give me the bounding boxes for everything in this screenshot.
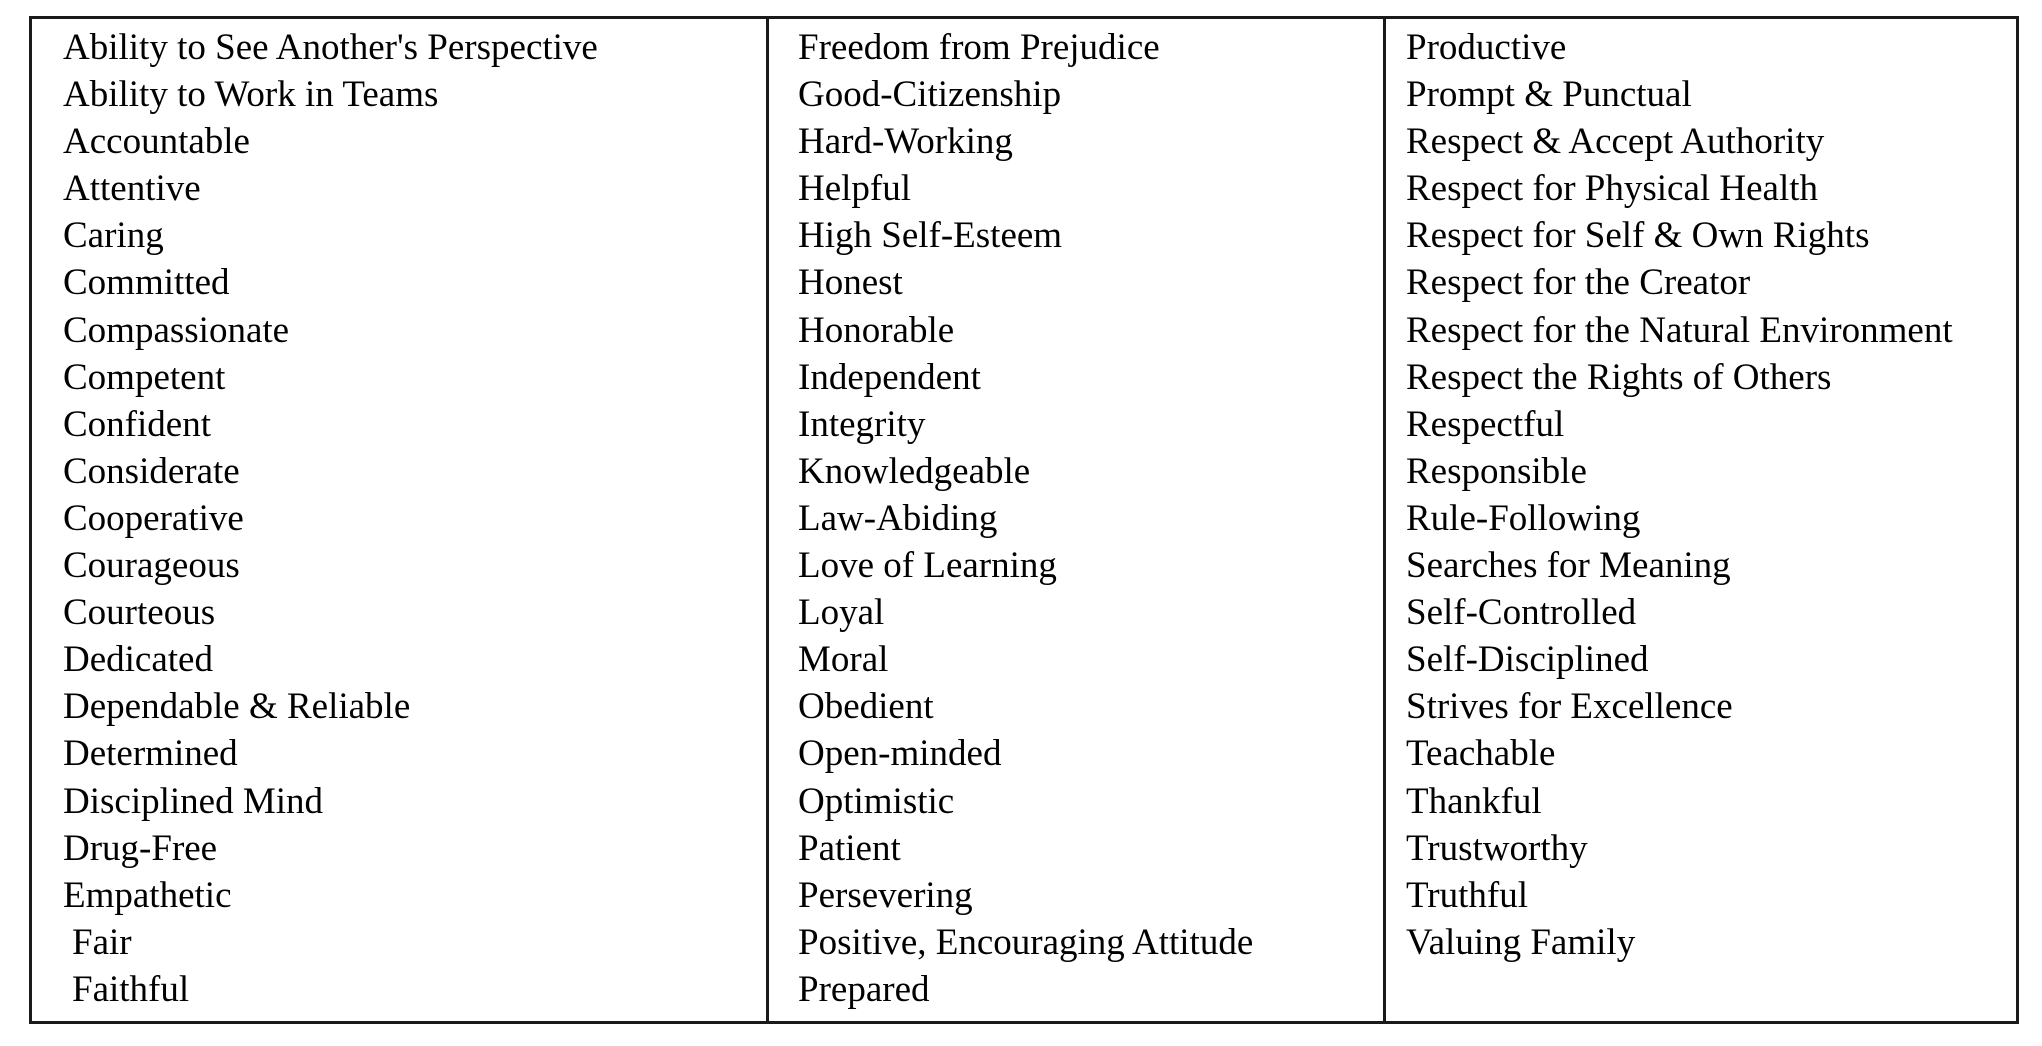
- trait-item: Optimistic: [798, 780, 955, 822]
- trait-item: Confident: [63, 403, 211, 445]
- trait-item: Compassionate: [63, 309, 290, 351]
- traits-list-1: [63, 24, 598, 1013]
- trait-item: Ability to See Another's Perspective: [63, 27, 598, 68]
- trait-item: Strives for Excellence: [1406, 686, 1733, 728]
- trait-item: Freedom from Prejudice: [798, 27, 1160, 68]
- trait-item: Drug-Free: [63, 827, 218, 869]
- trait-item: Respect for Self & Own Rights: [1406, 215, 1870, 257]
- trait-item: Hard-Working: [798, 121, 1013, 163]
- trait-item: Empathetic: [63, 874, 232, 916]
- trait-item: Rule-Following: [1406, 497, 1641, 539]
- trait-item: Courageous: [63, 545, 240, 587]
- trait-item: Integrity: [798, 403, 926, 445]
- trait-item: Searches for Meaning: [1406, 545, 1731, 587]
- traits-column-1: [32, 19, 766, 1021]
- trait-item: Valuing Family: [1406, 921, 1636, 963]
- trait-item: Truthful: [1406, 874, 1529, 916]
- trait-item: Prompt & Punctual: [1406, 74, 1692, 116]
- trait-item: Independent: [798, 356, 981, 398]
- trait-item: Self-Controlled: [1406, 592, 1637, 634]
- traits-column-3: [1383, 19, 2016, 1021]
- trait-item: High Self-Esteem: [798, 215, 1063, 257]
- traits-column-2: [766, 19, 1383, 1021]
- trait-item: Attentive: [63, 168, 201, 210]
- trait-item: Law-Abiding: [798, 497, 998, 539]
- trait-item: Competent: [63, 356, 226, 398]
- trait-item: Accountable: [63, 121, 250, 163]
- traits-list-3: [1406, 24, 1953, 966]
- trait-item: Responsible: [1406, 450, 1587, 492]
- trait-item: Respectful: [1406, 403, 1565, 445]
- trait-item: Determined: [63, 733, 238, 775]
- trait-item: Obedient: [798, 686, 934, 728]
- trait-item: Helpful: [798, 168, 912, 210]
- trait-item: Respect for the Natural Environment: [1406, 309, 1953, 351]
- trait-item: Thankful: [1406, 780, 1542, 822]
- trait-item: Moral: [798, 639, 889, 681]
- trait-item: Loyal: [798, 592, 885, 634]
- trait-item: Disciplined Mind: [63, 780, 324, 822]
- trait-item: Courteous: [63, 592, 216, 634]
- trait-item: Honorable: [798, 309, 955, 351]
- trait-item: Respect the Rights of Others: [1406, 356, 1832, 398]
- trait-item: Persevering: [798, 874, 973, 916]
- trait-item: Fair: [72, 921, 132, 963]
- trait-item: Open-minded: [798, 733, 1002, 775]
- trait-item: Faithful: [72, 968, 190, 1010]
- trait-item: Honest: [798, 262, 903, 304]
- trait-item: Ability to Work in Teams: [63, 74, 439, 116]
- trait-item: Considerate: [63, 450, 240, 492]
- trait-item: Productive: [1406, 27, 1567, 68]
- trait-item: Prepared: [798, 968, 930, 1010]
- trait-item: Positive, Encouraging Attitude: [798, 921, 1254, 963]
- trait-item: Cooperative: [63, 497, 244, 539]
- trait-item: Respect for Physical Health: [1406, 168, 1819, 210]
- character-traits-table: [29, 16, 2019, 1024]
- trait-item: Good-Citizenship: [798, 74, 1062, 116]
- trait-item: Teachable: [1406, 733, 1556, 775]
- trait-item: Committed: [63, 262, 230, 304]
- trait-item: Respect for the Creator: [1406, 262, 1751, 304]
- trait-item: Trustworthy: [1406, 827, 1588, 869]
- trait-item: Self-Disciplined: [1406, 639, 1649, 681]
- trait-item: Knowledgeable: [798, 450, 1031, 492]
- trait-item: Caring: [63, 215, 164, 257]
- trait-item: Dedicated: [63, 639, 213, 681]
- trait-item: Respect & Accept Authority: [1406, 121, 1825, 163]
- trait-item: Dependable & Reliable: [63, 686, 411, 728]
- trait-item: Love of Learning: [798, 545, 1057, 587]
- trait-item: Patient: [798, 827, 901, 869]
- traits-list-2: [798, 24, 1253, 1013]
